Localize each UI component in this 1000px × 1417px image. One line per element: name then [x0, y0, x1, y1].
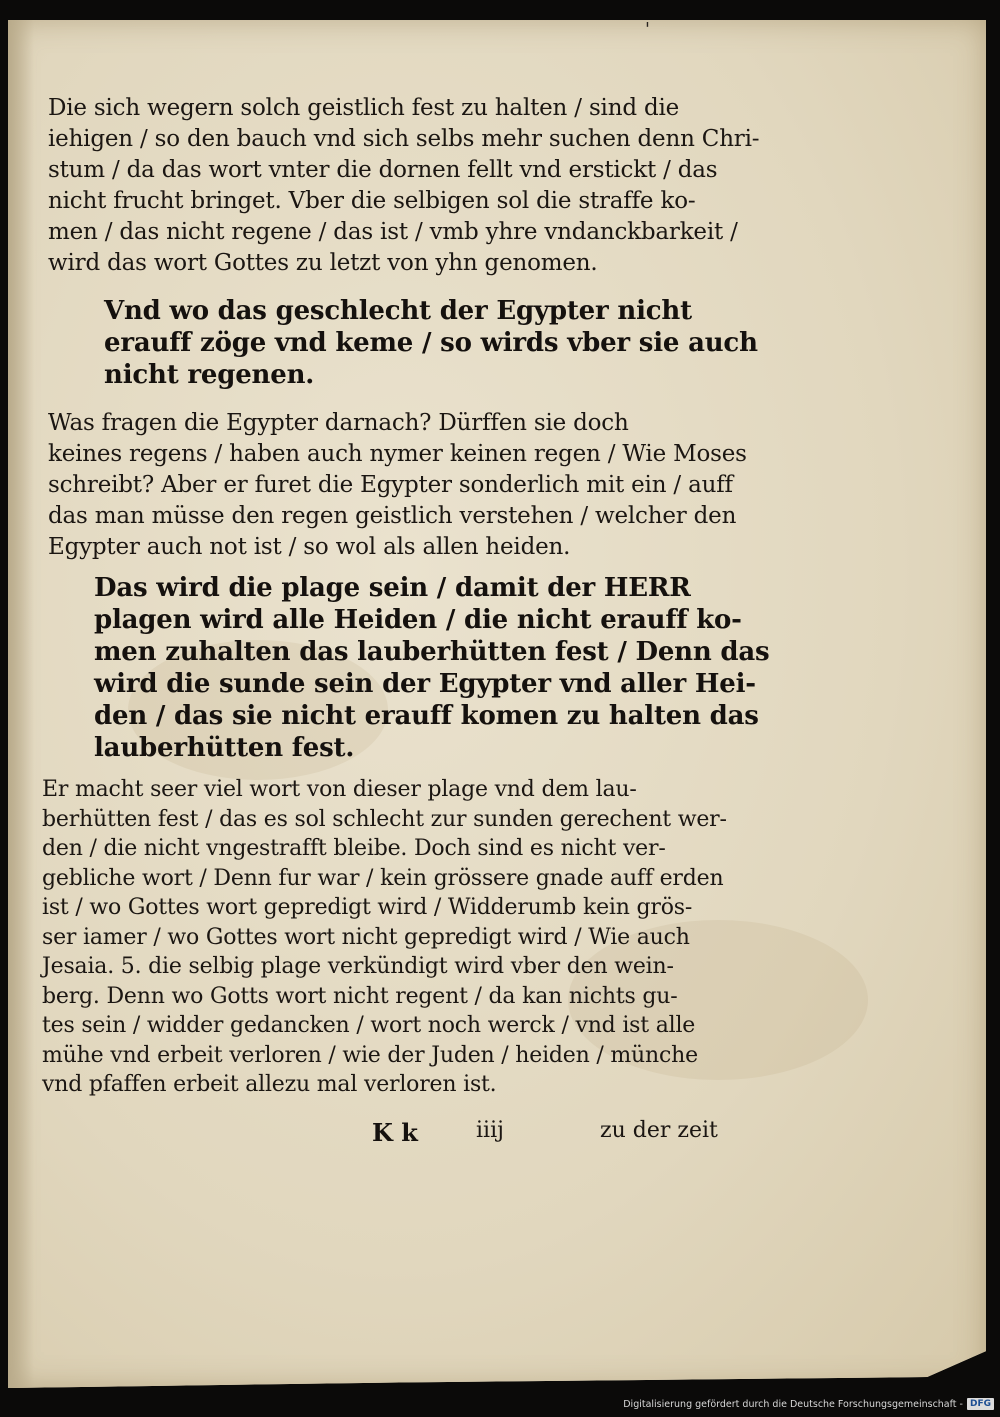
catchword: zu der zeit: [600, 1118, 718, 1143]
paragraph-commentary-1: Die sich wegern solch geistlich fest zu halten / sind die iehigen / so den bauch vnd sich selbs mehr suchen denn Chri- stum / da das wort vnter die dornen fellt vnd erstickt / das nicht frucht bringet. Vber die selbigen sol die straffe ko- men / das nicht regene / das ist / vmb yhre vndanckbarkeit / wird das wort Gottes zu letzt von yhn genomen.: [48, 95, 760, 276]
dfg-logo-icon: DFG: [967, 1398, 994, 1410]
paragraph-scripture-2: Das wird die plage sein / damit der HERR plagen wird alle Heiden / die nicht erauff ko- men zuhalten das lauberhütten fest / Denn das wird die sunde sein der Egypter vnd aller Hei- den / das sie nicht erauff komen zu halten das lauberhütten fest.: [94, 573, 770, 763]
corner-mark: ': [645, 19, 650, 40]
folio-number: iiij: [476, 1118, 504, 1143]
signature-mark: K k: [372, 1118, 418, 1147]
page-binding-shadow: [8, 20, 34, 1388]
paragraph-scripture-1: Vnd wo das geschlecht der Egypter nicht erauff zöge vnd keme / so wirds vber sie auch nicht regenen.: [104, 296, 758, 390]
paragraph-commentary-2: Was fragen die Egypter darnach? Dürffen sie doch keines regens / haben auch nymer keinen regen / Wie Moses schreibt? Aber er furet die Egypter sonderlich mit ein / auff das man müsse den regen geistlich verstehen / welcher den Egypter auch not ist / so wol als allen heiden.: [48, 410, 747, 560]
footer-credit-text: Digitalisierung gefördert durch die Deutsche Forschungsgemeinschaft -: [623, 1398, 963, 1410]
paragraph-commentary-3: Er macht seer viel wort von dieser plage vnd dem lau- berhütten fest / das es sol schlecht zur sunden gerechent wer- den / die nicht vngestrafft bleibe. Doch sind es nicht ver- gebliche wort / Denn fur war / kein grössere gnade auff erden ist / wo Gottes wort gepredigt wird / Widderumb kein grös- ser iamer / wo Gottes wort nicht gepredigt wird / Wie auch Jesaia. 5. die selbig plage verkündigt wird vber den wein- berg. Denn wo Gotts wort nicht regent / da kan nichts gu- tes sein / widder gedancken / wort noch werck / vnd ist alle mühe vnd erbeit verloren / wie der Juden / heiden / münche vnd pfaffen erbeit allezu mal verloren ist.: [42, 777, 727, 1097]
digitization-footer: [623, 1397, 994, 1411]
